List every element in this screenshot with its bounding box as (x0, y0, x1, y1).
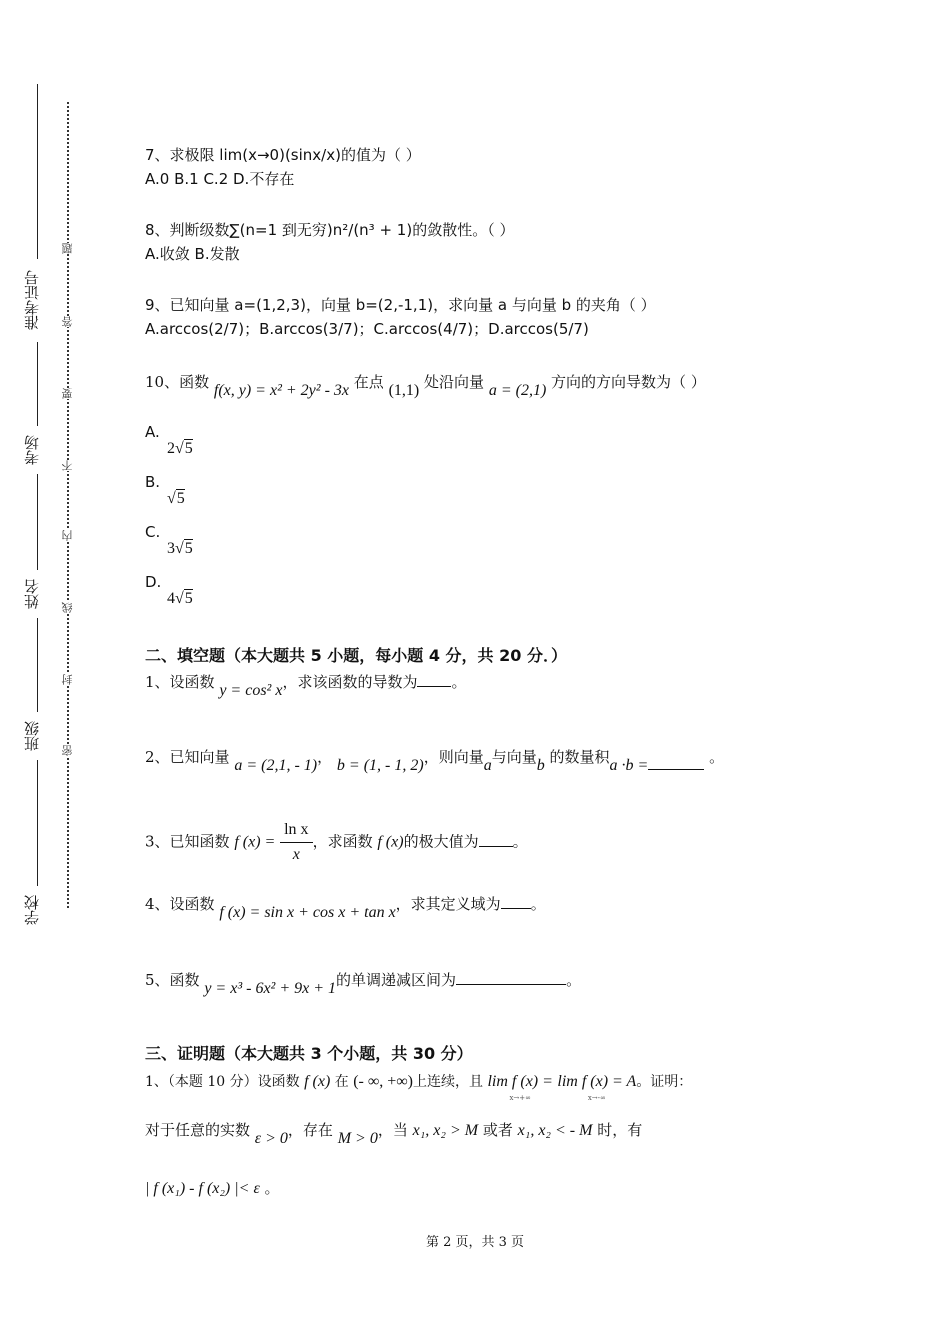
fill-math: y = cos² x (219, 682, 283, 699)
fill-math: f (x) (377, 833, 404, 851)
fill-prefix: 4、设函数 (145, 895, 215, 913)
fill-vector-b: b = (1, - 1, 2) (336, 757, 424, 774)
margin-label-class: 班级 (23, 721, 41, 751)
option-coef: 3 (167, 540, 175, 557)
fill-math: a ·b = (609, 757, 649, 774)
fill-question-2 (145, 745, 725, 774)
margin-label-exam-room: 考场 (23, 435, 41, 465)
proof-math: x₁, x₂ < - M (517, 1122, 593, 1139)
margin-line (37, 342, 38, 426)
question-text: 7、求极限 lim(x→0)(sinx/x)的值为（ ） (145, 146, 421, 164)
margin-line (37, 618, 38, 712)
fill-text: ，求函数 (312, 832, 373, 851)
option-radicand: 5 (184, 440, 193, 457)
q10-option-c: C. 3√5 (145, 523, 193, 557)
limit-subscript: x→+∞ (509, 1094, 531, 1102)
seal-word: 答 (61, 316, 74, 327)
option-label: C. (145, 523, 161, 541)
seal-word: 题 (61, 243, 74, 254)
proof-text: 上连续，且 (413, 1074, 484, 1090)
q10-point: (1,1) (388, 382, 420, 399)
q10-text: 在点 (353, 373, 384, 391)
question-options: A.0 B.1 C.2 D.不存在 (145, 170, 295, 188)
question-text: 9、已知向量 a=(1,2,3)，向量 b=(2,-1,1)，求向量 a 与向量 b 的夹角（ ） (145, 296, 656, 314)
proof-limit-1: lim f (x) = (487, 1073, 553, 1090)
proof-text: 。 (264, 1179, 280, 1197)
fill-text: 与向量 (491, 748, 537, 766)
fill-suffix: ，求该函数的导数为 (282, 673, 418, 691)
proof-question-1-line-1 (145, 1070, 693, 1102)
q10-option-b: B. √5 (145, 473, 185, 507)
option-radicand: 5 (184, 540, 193, 557)
option-coef: 2 (167, 440, 175, 457)
option-label: B. (145, 473, 161, 491)
fill-question-1 (145, 670, 467, 699)
q10-function: f(x, y) = x² + 2y² - 3x (213, 382, 349, 399)
fill-end: 。 (530, 895, 546, 913)
proof-text: 对于任意的实数 (145, 1121, 251, 1139)
q10-prefix: 10、函数 (145, 373, 210, 391)
option-radicand: 5 (184, 590, 193, 607)
answer-blank[interactable] (501, 894, 531, 909)
seal-word: 内 (61, 530, 74, 541)
fill-question-5 (145, 968, 582, 997)
fill-question-4 (145, 892, 546, 921)
q10-vector: a = (2,1) (488, 382, 547, 399)
option-label: D. (145, 573, 162, 591)
proof-question-1-line-3 (145, 1176, 280, 1201)
fill-end: 。 (709, 748, 725, 766)
proof-question-1-line-2 (145, 1118, 643, 1147)
q10-suffix: 方向的方向导数为（ ） (551, 373, 706, 391)
section-3-heading: 三、证明题（本大题共 3 个小题，共 30 分） (145, 1044, 473, 1063)
fraction-denominator: x (292, 846, 300, 863)
q10-option-d: D. 4√5 (145, 573, 193, 607)
fill-text: 的数量积 (549, 748, 610, 766)
fill-suffix: ，求其定义域为 (395, 895, 501, 913)
margin-line (37, 474, 38, 570)
option-label: A. (145, 423, 160, 441)
fraction-numerator: ln x (280, 818, 312, 843)
fill-vector-a: a = (2,1, - 1) (234, 757, 318, 774)
fill-question-3 (145, 818, 528, 867)
fill-suffix: 的单调递减区间为 (336, 971, 457, 989)
question-options: A.arccos(2/7)；B.arccos(3/7)；C.arccos(4/7)；D.arccos(5/7) (145, 320, 589, 338)
proof-math: x₁, x₂ > M (412, 1122, 479, 1139)
seal-dotted-line (67, 102, 69, 908)
proof-interval: (- ∞, +∞) (353, 1073, 414, 1090)
fill-suffix: 的极大值为 (403, 832, 479, 851)
fill-prefix: 3、已知函数 (145, 832, 230, 851)
question-7 (145, 143, 421, 191)
margin-label-exam-id: 准考证号 (23, 270, 41, 330)
proof-text: 在 (334, 1074, 349, 1090)
fill-prefix: 5、函数 (145, 971, 200, 989)
fill-text: ，则向量 (423, 748, 484, 766)
answer-blank[interactable] (456, 970, 566, 985)
option-coef: 4 (167, 590, 175, 607)
fill-end: 。 (451, 673, 467, 691)
section-2-heading: 二、填空题（本大题共 5 小题，每小题 4 分，共 20 分．） (145, 646, 567, 665)
fill-symbol: b (536, 757, 545, 774)
limit-subscript: x→-∞ (587, 1094, 606, 1102)
question-10 (145, 370, 706, 399)
proof-text: ，存在 (287, 1121, 333, 1139)
question-9 (145, 293, 656, 341)
question-options: A.收敛 B.发散 (145, 245, 240, 263)
seal-word: 不 (61, 460, 74, 471)
fill-math: f (x) = (234, 833, 276, 851)
margin-label-name: 姓名 (23, 579, 41, 609)
margin-line (37, 760, 38, 886)
proof-text: 。证明： (636, 1074, 693, 1090)
option-radicand: 5 (176, 490, 185, 507)
proof-limit-2: lim f (x) = A (557, 1073, 637, 1090)
fill-prefix: 2、已知向量 (145, 748, 230, 766)
answer-blank[interactable] (648, 755, 704, 770)
answer-blank[interactable] (479, 832, 513, 847)
seal-word: 密 (61, 745, 74, 756)
proof-math: M > 0 (337, 1130, 378, 1147)
proof-text: 时，有 (597, 1121, 643, 1139)
seal-word: 封 (61, 674, 74, 685)
proof-math: f (x) (304, 1073, 331, 1090)
proof-text: ，当 (377, 1121, 408, 1139)
question-8 (145, 218, 514, 266)
fill-math: y = x³ - 6x² + 9x + 1 (204, 980, 337, 997)
fill-symbol: a (483, 757, 492, 774)
q10-option-a: A. 2√5 (145, 423, 193, 457)
fraction (280, 818, 312, 867)
proof-inequality: | f (x₁) - f (x₂) |< ε (145, 1180, 260, 1197)
page-footer: 第 2 页，共 3 页 (425, 1235, 525, 1250)
fill-prefix: 1、设函数 (145, 673, 215, 691)
proof-text: 或者 (482, 1121, 513, 1139)
fill-end: 。 (512, 832, 528, 851)
seal-word: 要 (61, 388, 74, 399)
question-text: 8、判断级数∑(n=1 到无穷)n²/(n³ + 1)的敛散性。（ ） (145, 221, 515, 239)
margin-label-school: 学校 (23, 895, 41, 925)
answer-blank[interactable] (417, 672, 451, 687)
seal-word: 线 (61, 602, 74, 613)
q10-text: 处沿向量 (424, 373, 485, 391)
proof-math: ε > 0 (254, 1130, 288, 1147)
fill-text: ， (317, 748, 333, 766)
fill-end: 。 (566, 971, 582, 989)
proof-text: 1、（本题 10 分）设函数 (145, 1074, 300, 1090)
fill-math: f (x) = sin x + cos x + tan x (219, 904, 396, 921)
margin-line (37, 84, 38, 259)
